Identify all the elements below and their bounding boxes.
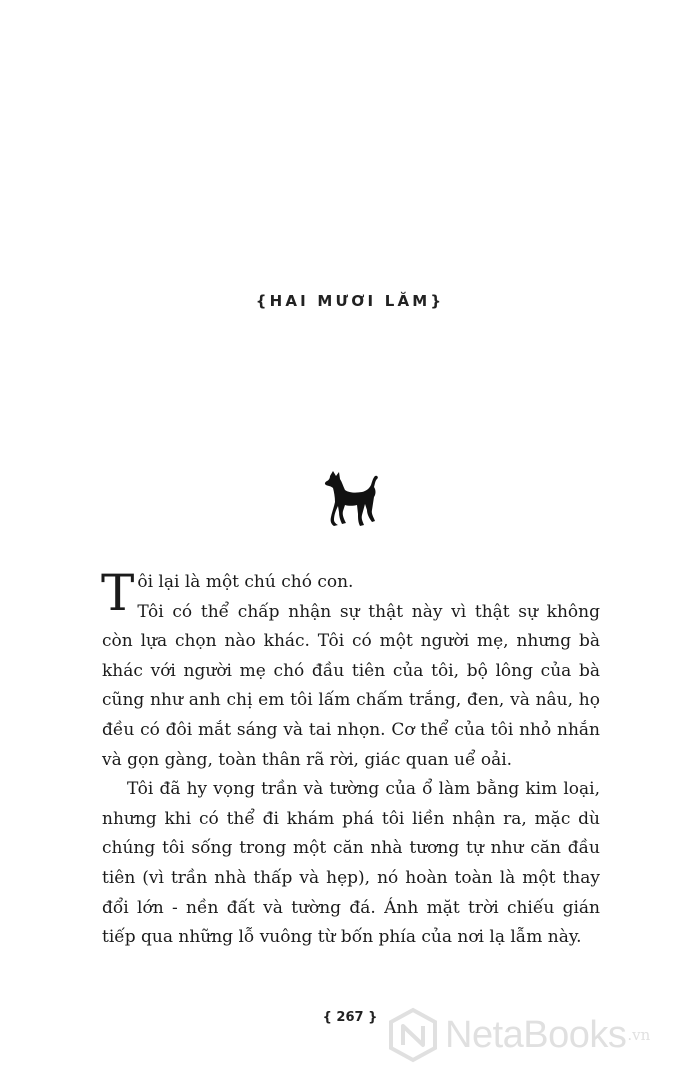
text-line: tiên (vì trần nhà thấp và hẹp), nó hoàn toàn là một thay bbox=[102, 867, 600, 888]
text-line: đổi lớn - nền đất và tường đá. Ánh mặt trời chiếu gián bbox=[102, 897, 600, 918]
text-line: chúng tôi sống trong một căn nhà tương tự như căn đầu bbox=[102, 838, 600, 859]
text-line: cũng như anh chị em tôi lấm chấm trắng, đen, và nâu, họ bbox=[102, 690, 600, 711]
paragraph-3 bbox=[102, 775, 600, 953]
watermark-brand: NetaBooks bbox=[445, 1013, 627, 1056]
text-line: Tôi đã hy vọng trần và tường của ổ làm bằng kim loại, bbox=[127, 779, 600, 800]
drop-cap: T bbox=[101, 564, 135, 622]
text-line: Tôi có thể chấp nhận sự thật này vì thật sự không bbox=[137, 601, 600, 622]
watermark-suffix: .vn bbox=[627, 1026, 651, 1044]
text-line: nhưng khi có thể đi khám phá tôi liền nhận ra, mặc dù bbox=[102, 808, 600, 829]
text-line: tiếp qua những lỗ vuông từ bốn phía của nơi lạ lẫm này. bbox=[102, 927, 582, 948]
text-line: còn lựa chọn nào khác. Tôi có một người mẹ, nhưng bà bbox=[102, 631, 600, 652]
watermark bbox=[385, 1005, 650, 1065]
text-line: ôi lại là một chú chó con. bbox=[137, 572, 354, 592]
text-line: khác với người mẹ chó đầu tiên của tôi, bộ lông của bà bbox=[102, 660, 600, 681]
page-number: { 267 } bbox=[322, 1010, 378, 1025]
paragraph-2 bbox=[102, 598, 600, 776]
text-line: và gọn gàng, toàn thân rã rời, giác quan uể oải. bbox=[102, 749, 513, 770]
netabooks-logo-icon bbox=[385, 1007, 441, 1063]
dog-silhouette-icon bbox=[324, 470, 380, 528]
chapter-title: {HAI MƯƠI LĂM} bbox=[255, 292, 445, 310]
text-line: đều có đôi mắt sáng và tai nhọn. Cơ thể của tôi nhỏ nhắn bbox=[102, 719, 600, 740]
body-text bbox=[101, 564, 600, 953]
